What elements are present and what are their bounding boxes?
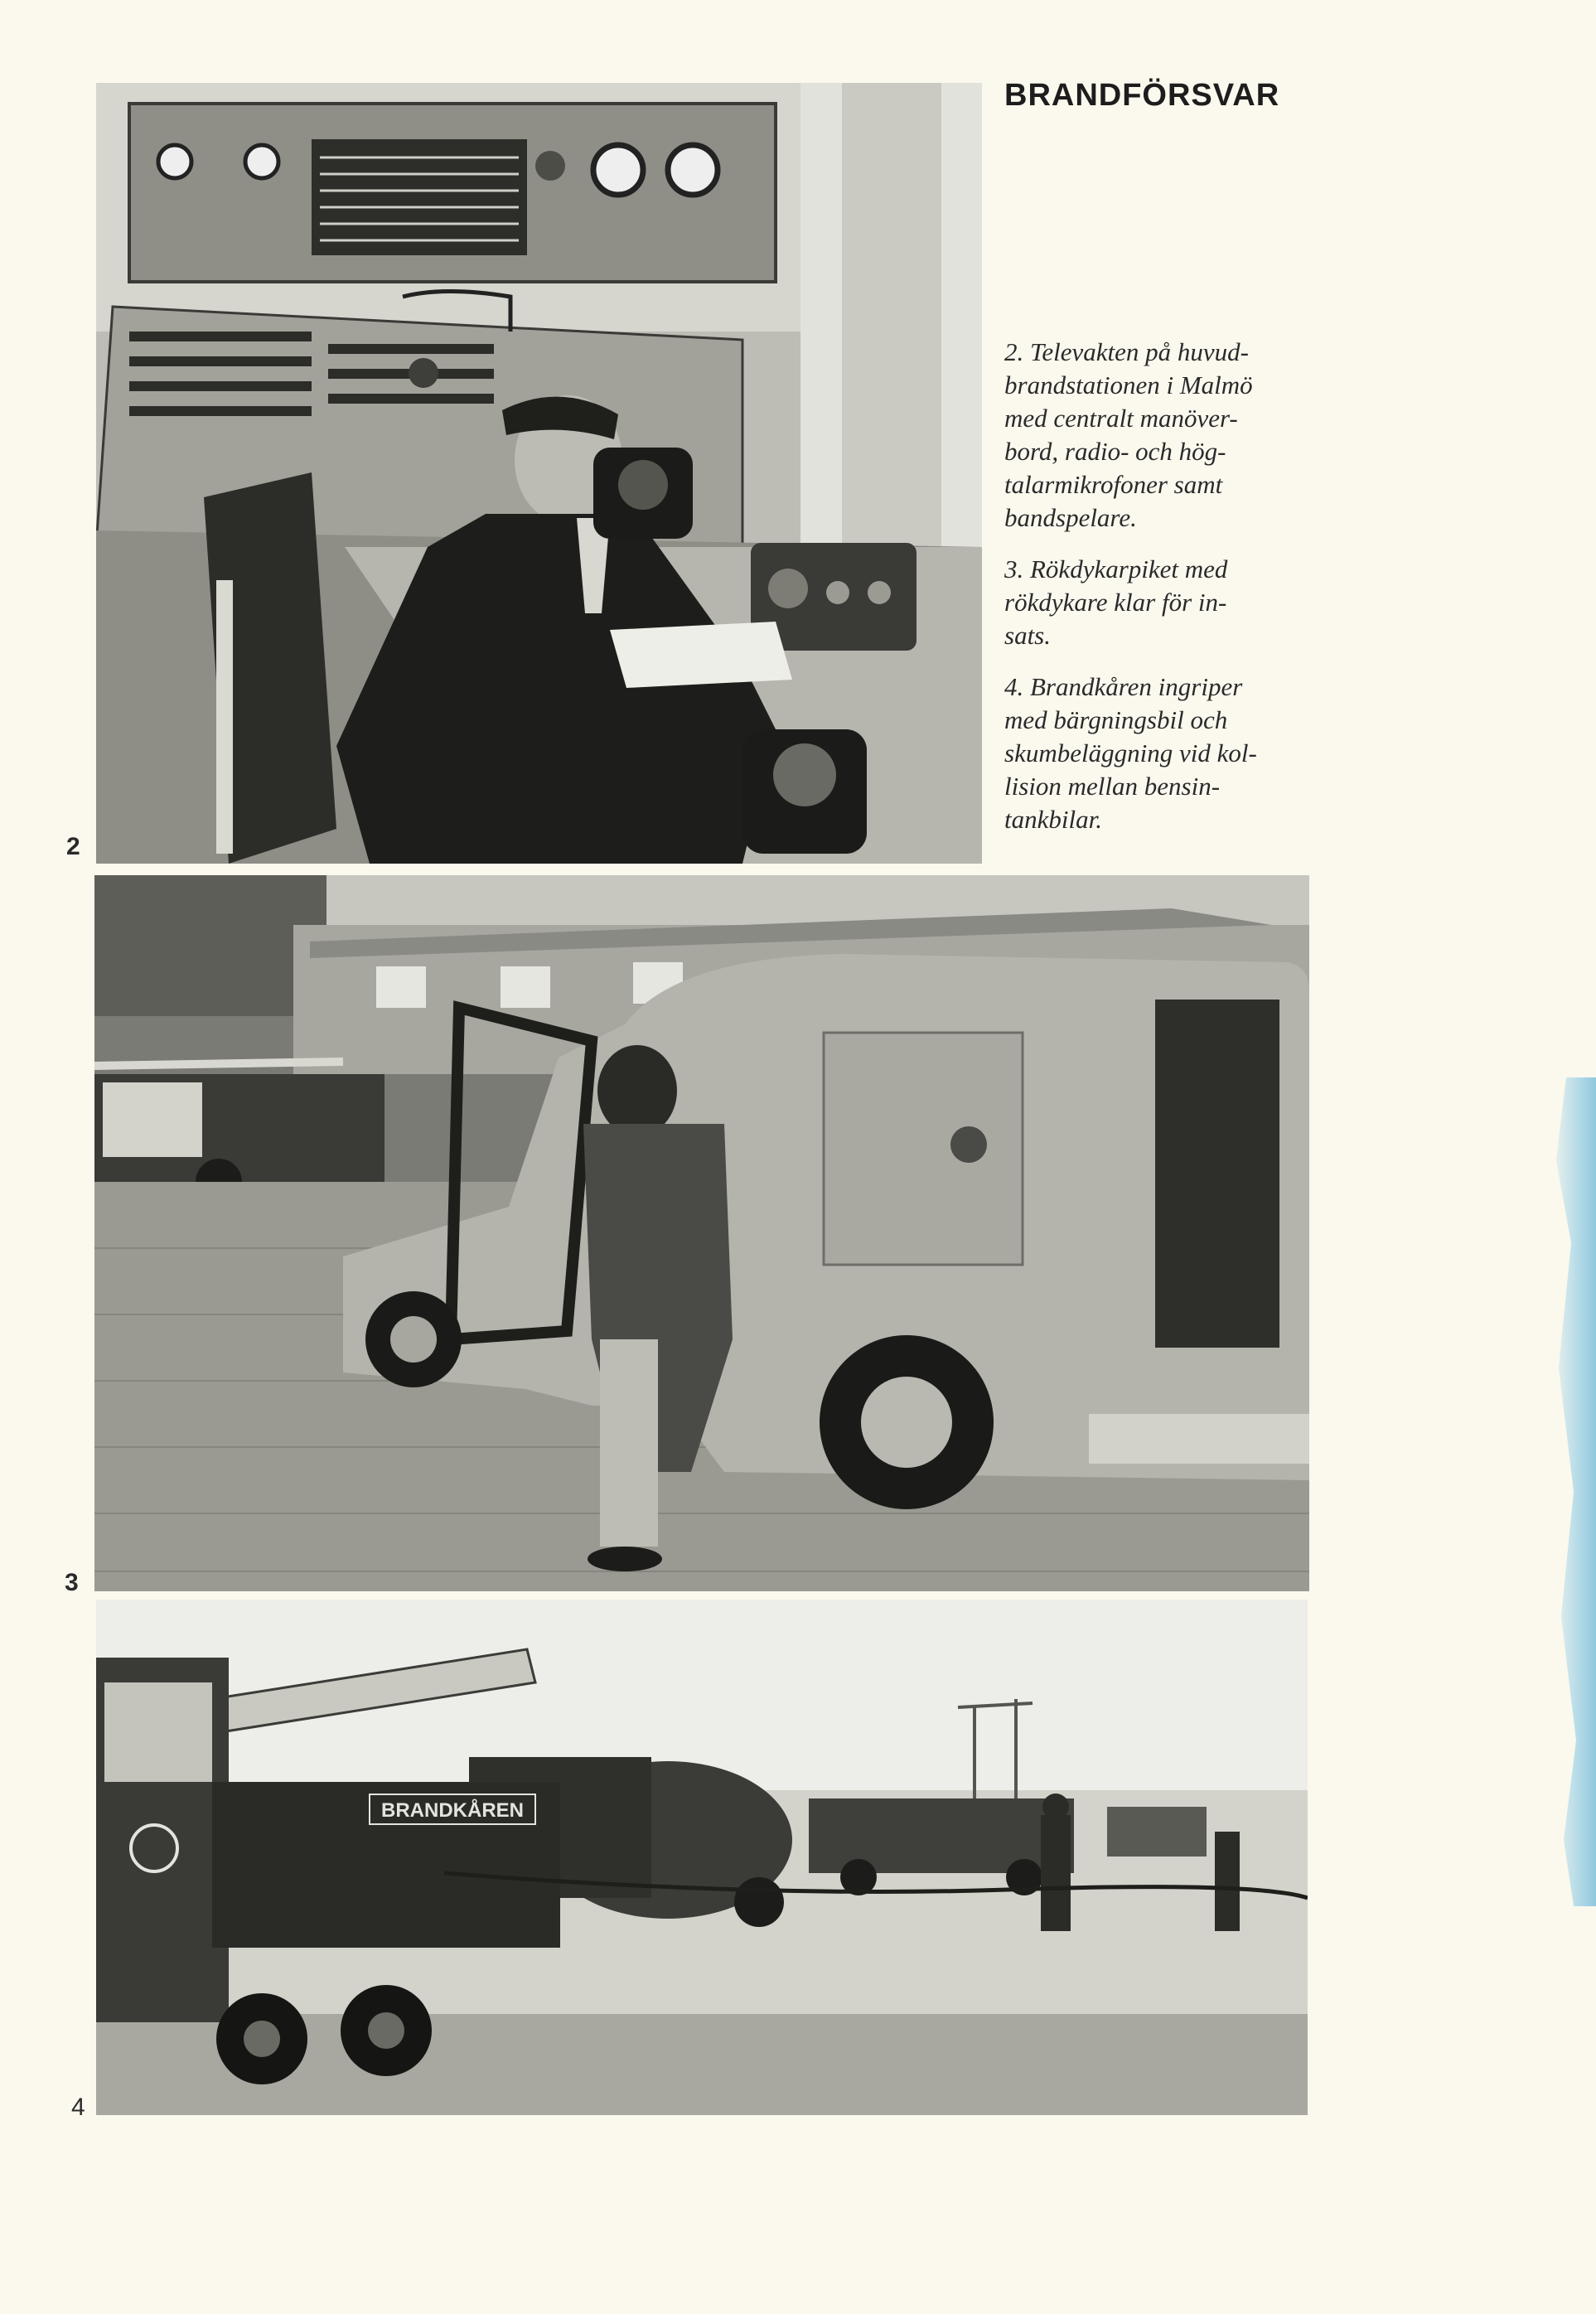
- page-title: BRANDFÖRSVAR: [1004, 78, 1280, 113]
- caption-figure-3: 3. Rökdykarpiket med rökdykare klar för in- sats.: [1004, 554, 1228, 650]
- tanker-collision-illustration: [96, 1600, 1308, 2115]
- figure-number: 4: [71, 2094, 85, 2121]
- photo-tanker-collision: [96, 1600, 1308, 2115]
- truck-lettering: BRANDKÅREN: [381, 1799, 524, 1822]
- caption-figure-4: 4. Brandkåren ingriper med bärgningsbil och skumbeläggning vid kol- lision mellan bensin- tankbilar.: [1004, 672, 1257, 834]
- control-room-illustration: [96, 83, 982, 864]
- photo-control-room: [96, 83, 982, 864]
- captions-column: [1004, 336, 1319, 854]
- caption-figure-2: 2. Televakten på huvud- brandstationen i Malmö med centralt manöver- bord, radio- och hög- talarmikrofoner samt bandspelare.: [1004, 337, 1253, 532]
- smoke-diver-van-illustration: [94, 875, 1309, 1591]
- figure-number: 2: [66, 833, 80, 860]
- photo-smoke-diver-van: [94, 875, 1309, 1591]
- torn-paper-edge: [1546, 1077, 1596, 1906]
- figure-number: 3: [65, 1569, 79, 1596]
